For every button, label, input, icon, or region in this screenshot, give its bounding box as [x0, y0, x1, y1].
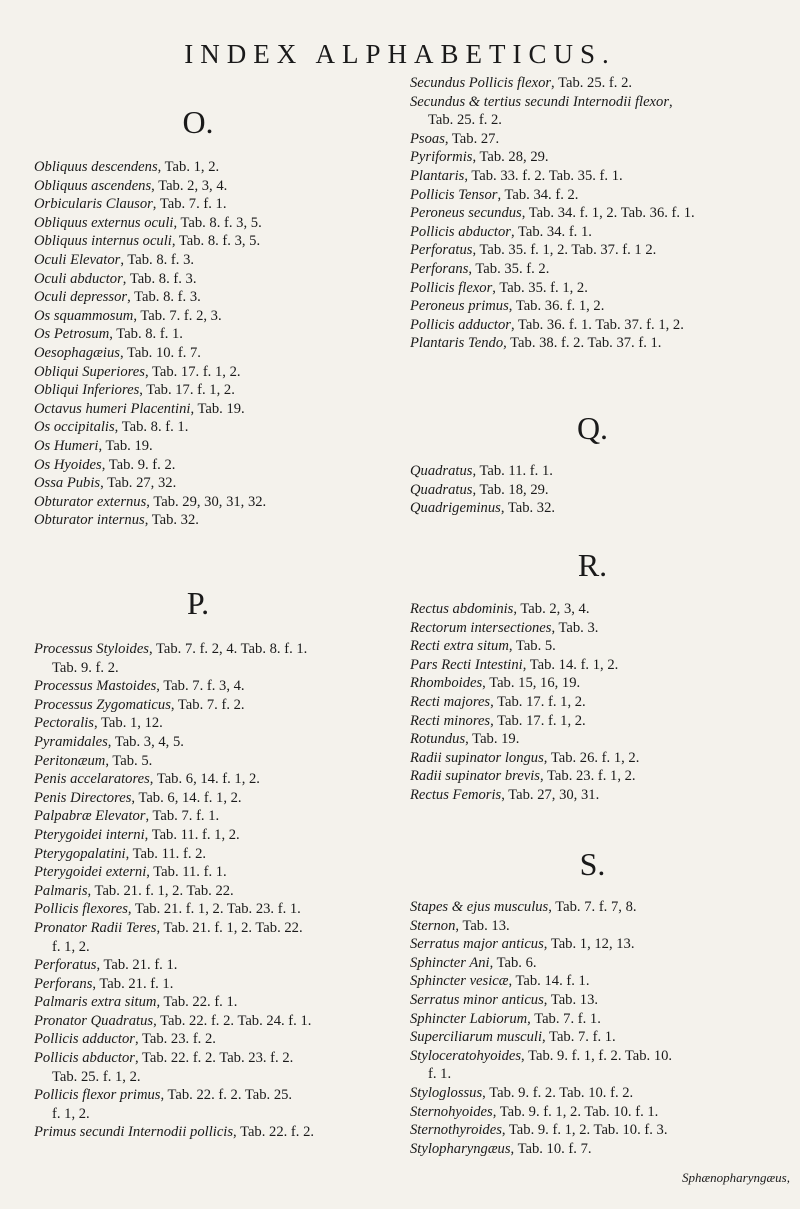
entry-name: Oculi Elevator — [34, 251, 121, 268]
index-entry — [34, 1123, 406, 1142]
entry-reference: , Tab. 7. f. 1. — [145, 808, 220, 825]
entry-name: Pollicis Tensor — [410, 186, 498, 203]
index-entry-continuation — [34, 1105, 406, 1124]
entry-reference: , Tab. 14. f. 1. — [508, 973, 590, 990]
index-entry — [410, 1103, 795, 1122]
entry-reference: , Tab. 9. f. 1, 2. Tab. 10. f. 3. — [501, 1122, 668, 1139]
index-entry — [34, 826, 406, 845]
entry-reference: , Tab. 1, 12. — [94, 715, 163, 732]
index-entry — [34, 770, 406, 789]
index-entry — [34, 882, 406, 901]
entry-reference: , Tab. 7. f. 3, 4. — [156, 678, 245, 695]
entry-name: Sternohyoides — [410, 1103, 493, 1120]
entry-reference: , Tab. 22. f. 2. Tab. 23. f. 2. — [134, 1050, 294, 1067]
entry-name: Stapes & ejus musculus — [410, 899, 549, 915]
entry-name: Obliquus externus oculi — [34, 214, 174, 231]
entry-reference: , Tab. 25. f. 2. — [551, 75, 633, 91]
entry-reference: , Tab. 17. f. 1, 2. — [144, 363, 241, 380]
entry-reference: , Tab. 17. f. 1, 2. — [490, 712, 586, 729]
entry-name: Obturator internus — [34, 512, 145, 529]
entry-name: Recti minores — [410, 712, 491, 729]
entry-reference: , Tab. 27, 30, 31. — [501, 786, 600, 803]
entry-name: Peroneus secundus — [410, 205, 522, 222]
index-entry — [34, 232, 406, 251]
index-entry — [410, 1028, 795, 1047]
index-entry — [410, 1140, 795, 1159]
entry-name: Primus secundi Internodii pollicis — [34, 1124, 234, 1141]
index-entry — [410, 674, 795, 693]
index-entry — [410, 241, 795, 260]
section-r-list — [410, 600, 795, 805]
entry-name: Recti majores — [410, 693, 491, 710]
entry-reference: , Tab. 27. — [444, 130, 500, 147]
entry-name: Processus Mastoides — [34, 678, 157, 695]
index-entry — [34, 307, 406, 326]
entry-name: Obliquus ascendens — [34, 177, 152, 194]
entry-name: Os Petrosum — [34, 326, 110, 343]
entry-reference: , Tab. 9. f. 2. — [101, 456, 176, 473]
index-entry — [34, 251, 406, 270]
index-entry — [34, 919, 406, 938]
index-entry-continuation — [34, 938, 406, 957]
index-entry — [410, 93, 795, 112]
entry-name: Pterygoidei interni — [34, 826, 145, 843]
entry-reference: , Tab. 7. f. 2. — [170, 696, 245, 713]
entry-name: Secundus Pollicis flexor — [410, 75, 552, 91]
index-entry — [410, 693, 795, 712]
entry-reference: , Tab. 10. f. 7. — [119, 344, 201, 361]
entry-reference: , Tab. 7. f. 2, 4. Tab. 8. f. 1. — [148, 641, 308, 657]
index-entry — [410, 148, 795, 167]
entry-name: Os Hyoides — [34, 456, 102, 473]
entry-name: Pars Recti Intestini — [410, 656, 523, 673]
entry-reference: , Tab. 22. f. 2. — [233, 1124, 315, 1141]
entry-reference: , Tab. 8. f. 3, 5. — [171, 233, 261, 250]
entry-reference: f. 1. — [428, 1066, 452, 1083]
index-entry — [34, 752, 406, 771]
entry-name: Serratus major anticus — [410, 936, 544, 953]
entry-name: Superciliarum musculi — [410, 1029, 543, 1046]
index-entry — [410, 767, 795, 786]
index-entry — [34, 733, 406, 752]
entry-reference: , Tab. 36. f. 1. Tab. 37. f. 1, 2. — [510, 316, 684, 333]
index-entry — [34, 400, 406, 419]
entry-name: Plantaris Tendo — [410, 335, 504, 352]
index-entry — [34, 456, 406, 475]
entry-name: Pronator Quadratus — [34, 1012, 154, 1029]
index-entry — [410, 730, 795, 749]
entry-reference: , Tab. 9. f. 1, f. 2. Tab. 10. — [521, 1047, 673, 1064]
entry-name: Pterygoidei externi — [34, 864, 147, 881]
entry-name: Sternothyroides — [410, 1122, 502, 1139]
entry-name: Obliqui Inferiores — [34, 382, 140, 399]
index-entry — [410, 619, 795, 638]
entry-name: Pollicis abductor — [34, 1050, 135, 1067]
page-title: INDEX ALPHABETICUS. — [184, 39, 616, 69]
index-entry-continuation — [34, 659, 406, 678]
entry-name: Oculi depressor — [34, 289, 128, 306]
entry-name: Perforatus — [34, 957, 97, 974]
entry-name: Rotundus — [410, 731, 466, 748]
index-entry — [34, 677, 406, 696]
entry-reference: , Tab. 19. — [98, 437, 153, 454]
index-entry — [410, 316, 795, 335]
entry-name: Ossa Pubis — [34, 475, 101, 492]
entry-reference: , Tab. 21. f. 1, 2. Tab. 23. f. 1. — [127, 901, 301, 918]
index-entry — [410, 712, 795, 731]
entry-name: Obturator externus — [34, 493, 147, 510]
section-q-list — [410, 462, 795, 518]
entry-reference: , Tab. 10. f. 7. — [510, 1140, 592, 1157]
section-o-list — [34, 158, 406, 530]
entry-name: Os Humeri — [34, 437, 99, 454]
entry-reference: , Tab. 8. f. 3. — [127, 289, 201, 306]
index-entry — [34, 214, 406, 233]
entry-name: Pyriformis — [410, 149, 473, 166]
entry-name: Pollicis abductor — [410, 223, 511, 240]
entry-name: Palpabræ Elevator — [34, 808, 146, 825]
entry-reference: , Tab. 3. — [551, 619, 599, 636]
entry-name: Radii supinator longus — [410, 749, 544, 766]
section-letter-s: S. — [579, 846, 606, 882]
entry-name: Sphincter Ani — [410, 954, 490, 971]
index-entry — [34, 1030, 406, 1049]
entry-reference: , Tab. 13. — [455, 917, 510, 934]
entry-reference: , Tab. 7. f. 1. — [542, 1029, 616, 1046]
section-letter-o: O. — [182, 104, 214, 140]
index-entry — [34, 900, 406, 919]
index-entry — [34, 288, 406, 307]
entry-reference: , Tab. 6. — [489, 954, 537, 971]
entry-name: Pollicis flexores — [34, 901, 128, 918]
section-letter-p: P. — [186, 585, 210, 621]
entry-reference: , Tab. 8. f. 1. — [114, 419, 189, 436]
index-entry — [34, 325, 406, 344]
index-entry — [410, 74, 795, 93]
index-entry — [410, 297, 795, 316]
entry-reference: , Tab. 35. f. 1, 2. Tab. 37. f. 1 2. — [472, 242, 657, 259]
entry-reference: Tab. 9. f. 2. — [52, 659, 119, 676]
entry-name: Plantaris — [410, 167, 465, 184]
index-entry — [410, 186, 795, 205]
entry-reference: , Tab. 21. f. 1. — [92, 975, 174, 992]
entry-reference: , Tab. 6, 14. f. 1, 2. — [131, 789, 242, 806]
entry-name: Perforans — [34, 975, 93, 992]
entry-reference: , Tab. 3, 4, 5. — [107, 733, 184, 750]
index-entry — [410, 279, 795, 298]
section-s-list — [410, 898, 795, 1158]
entry-name: Octavus humeri Placentini — [34, 400, 191, 417]
index-entry — [34, 344, 406, 363]
entry-name: Recti extra situm — [410, 638, 509, 655]
entry-reference: , Tab. 21. f. 1. — [96, 957, 178, 974]
entry-reference: , Tab. 9. f. 2. Tab. 10. f. 2. — [482, 1084, 634, 1101]
entry-name: Rectus abdominis — [410, 601, 514, 617]
index-entry — [34, 993, 406, 1012]
entry-reference: , Tab. 35. f. 1, 2. — [492, 279, 588, 296]
entry-name: Sphincter Labiorum — [410, 1010, 528, 1027]
entry-reference: , Tab. 21. f. 1, 2. Tab. 22. — [156, 919, 303, 936]
entry-name: Pectoralis — [34, 715, 94, 732]
entry-reference: , Tab. 28, 29. — [472, 149, 549, 166]
index-entry — [34, 714, 406, 733]
entry-reference: , Tab. 17. f. 1, 2. — [139, 382, 235, 399]
entry-reference: , Tab. 14. f. 1, 2. — [522, 656, 619, 673]
index-entry — [34, 1086, 406, 1105]
index-entry — [410, 1121, 795, 1140]
entry-reference: , Tab. 27, 32. — [100, 475, 177, 492]
index-entry — [34, 696, 406, 715]
entry-reference: , Tab. 8. f. 3. — [120, 251, 195, 268]
entry-name: Rhomboides — [410, 675, 483, 692]
entry-name: Sphincter vesicæ — [410, 973, 509, 990]
entry-name: Pollicis adductor — [410, 316, 511, 333]
index-entry — [34, 474, 406, 493]
entry-reference: , Tab. 21. f. 1, 2. Tab. 22. — [87, 882, 234, 899]
entry-name: Pollicis flexor primus — [34, 1087, 161, 1104]
index-entry-continuation — [410, 111, 795, 130]
index-entry — [34, 863, 406, 882]
index-entry — [410, 260, 795, 279]
index-entry — [410, 600, 795, 619]
entry-reference: , Tab. 19. — [190, 400, 245, 417]
entry-reference: , Tab. 8. f. 1. — [109, 326, 183, 343]
entry-name: Palmaris — [34, 882, 88, 899]
entry-name: Obliquus descendens — [34, 159, 158, 175]
entry-reference: , Tab. 29, 30, 31, 32. — [146, 493, 267, 510]
index-entry-continuation — [410, 1065, 795, 1084]
entry-reference: , Tab. 13. — [543, 991, 599, 1008]
index-entry — [410, 1047, 795, 1066]
entry-reference: , — [669, 93, 673, 110]
index-entry — [34, 418, 406, 437]
index-entry — [410, 786, 795, 805]
entry-reference: , Tab. 7. f. 7, 8. — [548, 899, 637, 915]
index-entry — [34, 807, 406, 826]
entry-name: Peritonæum — [34, 752, 106, 769]
index-entry — [34, 363, 406, 382]
entry-reference: , Tab. 7. f. 2, 3. — [133, 307, 222, 324]
index-entry — [34, 640, 406, 659]
entry-name: Processus Styloides — [34, 641, 149, 657]
entry-reference: , Tab. 9. f. 1, 2. Tab. 10. f. 1. — [492, 1103, 659, 1120]
index-entry — [410, 130, 795, 149]
entry-reference: , Tab. 6, 14. f. 1, 2. — [149, 771, 260, 788]
index-entry — [34, 975, 406, 994]
entry-reference: , Tab. 33. f. 2. Tab. 35. f. 1. — [464, 167, 623, 184]
entry-reference: , Tab. 11. f. 1, 2. — [144, 826, 240, 843]
entry-reference: , Tab. 2, 3, 4. — [151, 177, 228, 194]
entry-name: Oesophagæius — [34, 344, 120, 361]
entry-reference: , Tab. 8. f. 3, 5. — [173, 214, 262, 231]
entry-reference: , Tab. 11. f. 1. — [146, 864, 227, 881]
entry-reference: , Tab. 2, 3, 4. — [513, 601, 590, 617]
entry-name: Perforatus — [410, 242, 473, 259]
entry-name: Os squammosum — [34, 307, 134, 324]
entry-name: Penis accelaratores — [34, 771, 150, 788]
index-entry — [34, 789, 406, 808]
entry-reference: , Tab. 1, 2. — [157, 159, 220, 175]
index-entry — [34, 177, 406, 196]
index-entry — [410, 204, 795, 223]
entry-name: Pollicis flexor — [410, 279, 493, 296]
index-entry — [410, 334, 795, 353]
entry-reference: , Tab. 18, 29. — [472, 481, 549, 498]
entry-reference: , Tab. 26. f. 1, 2. — [543, 749, 640, 766]
entry-reference: , Tab. 22. f. 1. — [156, 994, 238, 1011]
entry-name: Radii supinator brevis — [410, 768, 540, 785]
entry-reference: , Tab. 11. f. 2. — [125, 845, 207, 862]
index-entry — [410, 935, 795, 954]
index-entry — [410, 954, 795, 973]
entry-reference: , Tab. 5. — [105, 752, 153, 769]
entry-name: Secundus & tertius secundi Internodii flexor — [410, 93, 669, 110]
section-p-continued-list — [410, 74, 795, 353]
catchword: Sphænopharyngæus, — [682, 1170, 790, 1185]
entry-reference: , Tab. 34. f. 1, 2. Tab. 36. f. 1. — [521, 205, 695, 222]
entry-reference: , Tab. 17. f. 1, 2. — [490, 693, 586, 710]
index-entry — [410, 1084, 795, 1103]
section-p-list — [34, 640, 406, 1142]
entry-name: Sternon — [410, 917, 456, 934]
entry-reference: , Tab. 32. — [500, 500, 556, 517]
entry-reference: , Tab. 35. f. 2. — [468, 260, 550, 277]
index-entry — [410, 481, 795, 500]
entry-reference: , Tab. 7. f. 1. — [527, 1010, 601, 1027]
index-entry — [410, 167, 795, 186]
index-entry — [34, 511, 406, 530]
entry-name: Quadrigeminus — [410, 500, 501, 517]
entry-name: Oculi abductor — [34, 270, 123, 287]
entry-name: Pterygopalatini — [34, 845, 126, 862]
entry-reference: f. 1, 2. — [52, 1105, 90, 1122]
entry-reference: Tab. 25. f. 1, 2. — [52, 1068, 141, 1085]
index-entry — [34, 158, 406, 177]
entry-name: Styloceratohyoides — [410, 1047, 522, 1064]
entry-name: Orbicularis Clausor — [34, 196, 153, 213]
index-entry — [410, 1010, 795, 1029]
index-entry — [34, 381, 406, 400]
entry-name: Quadratus — [410, 463, 473, 479]
entry-name: Perforans — [410, 260, 469, 277]
index-entry — [410, 972, 795, 991]
entry-reference: , Tab. 5. — [508, 638, 556, 655]
index-entry — [34, 1049, 406, 1068]
entry-reference: , Tab. 15, 16, 19. — [482, 675, 581, 692]
index-entry — [34, 437, 406, 456]
index-entry — [410, 462, 795, 481]
entry-name: Peroneus primus — [410, 298, 509, 315]
entry-reference: , Tab. 11. f. 1. — [472, 463, 553, 479]
entry-reference: , Tab. 38. f. 2. Tab. 37. f. 1. — [503, 335, 662, 352]
entry-name: Stylopharyngæus — [410, 1140, 511, 1157]
entry-reference: , Tab. 23. f. 1, 2. — [540, 768, 636, 785]
section-letter-q: Q. — [576, 410, 609, 446]
entry-reference: , Tab. 36. f. 1, 2. — [508, 298, 605, 315]
entry-name: Quadratus — [410, 481, 473, 498]
index-entry — [410, 917, 795, 936]
index-entry — [410, 991, 795, 1010]
index-entry — [34, 956, 406, 975]
entry-reference: , Tab. 8. f. 3. — [122, 270, 197, 287]
entry-reference: , Tab. 23. f. 2. — [134, 1031, 216, 1048]
entry-reference: , Tab. 34. f. 1. — [510, 223, 592, 240]
entry-name: Palmaris extra situm — [34, 994, 157, 1011]
entry-name: Processus Zygomaticus — [34, 696, 171, 713]
index-entry — [410, 637, 795, 656]
entry-name: Psoas — [410, 130, 445, 147]
index-entry — [410, 749, 795, 768]
index-entry — [34, 195, 406, 214]
index-entry — [410, 656, 795, 675]
index-entry — [410, 223, 795, 242]
entry-reference: , Tab. 22. f. 2. Tab. 24. f. 1. — [153, 1012, 312, 1029]
entry-name: Styloglossus — [410, 1084, 483, 1101]
entry-reference: , Tab. 32. — [144, 512, 199, 529]
entry-name: Pollicis adductor — [34, 1031, 135, 1048]
entry-name: Penis Directores — [34, 789, 132, 806]
entry-name: Pyramidales — [34, 733, 108, 750]
entry-reference: , Tab. 34. f. 2. — [497, 186, 579, 203]
entry-reference: f. 1, 2. — [52, 938, 90, 955]
index-entry — [34, 270, 406, 289]
entry-name: Obliquus internus oculi — [34, 233, 172, 250]
index-entry — [34, 845, 406, 864]
entry-reference: , Tab. 19. — [465, 731, 520, 748]
entry-name: Os occipitalis — [34, 419, 115, 436]
index-entry — [34, 493, 406, 512]
index-entry-continuation — [34, 1068, 406, 1087]
entry-name: Pronator Radii Teres — [34, 919, 157, 936]
index-entry — [410, 499, 795, 518]
entry-name: Rectorum intersectiones — [410, 619, 552, 636]
index-entry — [410, 898, 795, 917]
entry-name: Obliqui Superiores — [34, 363, 145, 380]
section-letter-r: R. — [577, 547, 608, 583]
entry-name: Serratus minor anticus — [410, 991, 544, 1008]
entry-reference: , Tab. 1, 12, 13. — [543, 936, 635, 953]
entry-name: Rectus Femoris — [410, 786, 502, 803]
entry-reference: , Tab. 22. f. 2. Tab. 25. — [160, 1087, 293, 1104]
index-entry — [34, 1012, 406, 1031]
entry-reference: Tab. 25. f. 2. — [428, 112, 502, 129]
entry-reference: , Tab. 7. f. 1. — [152, 196, 227, 213]
